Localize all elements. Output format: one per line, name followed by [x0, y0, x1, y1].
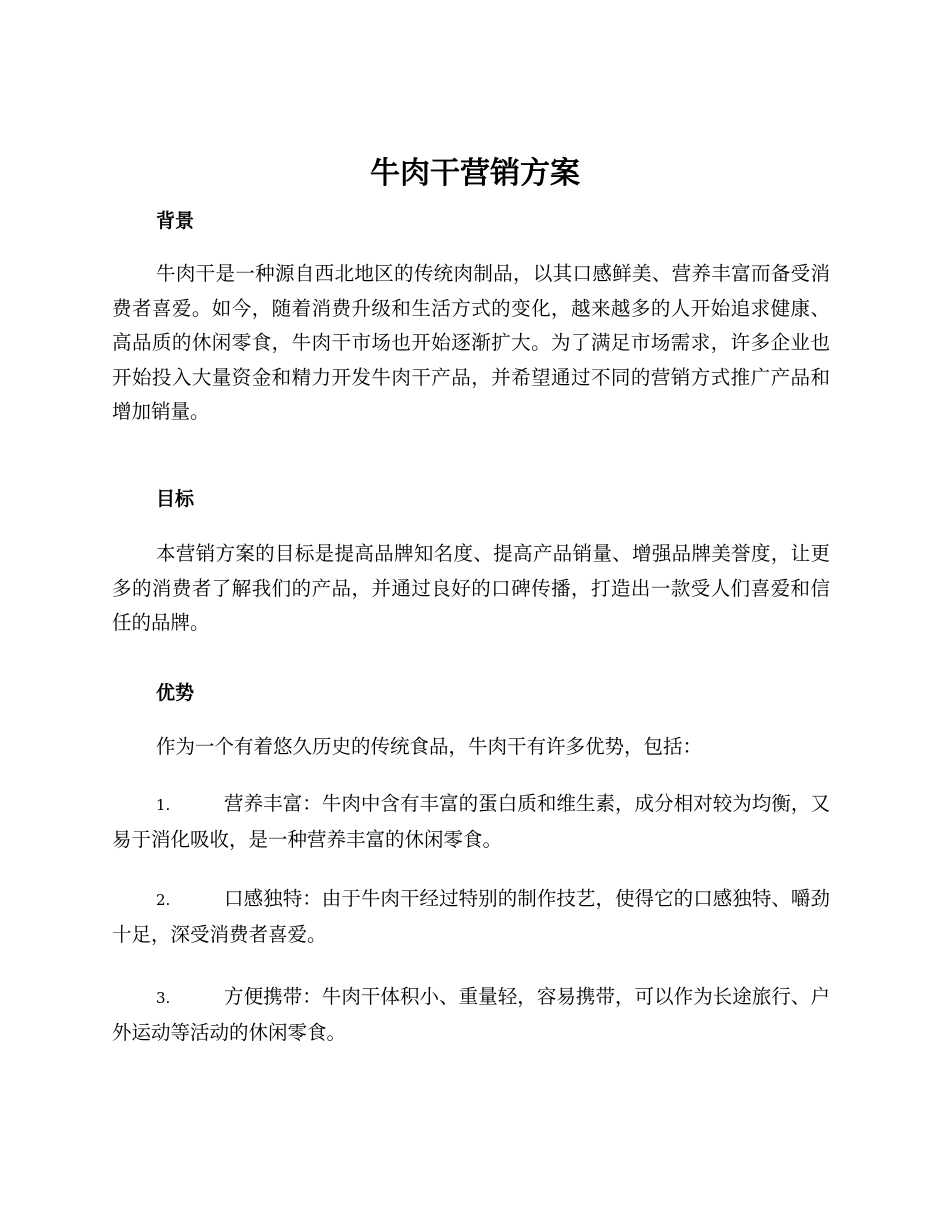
section-heading-advantages: 优势: [156, 682, 195, 704]
list-item-text: 方便携带：牛肉干体积小、重量轻，容易携带，可以作为长途旅行、户外运动等活动的休闲零食。: [112, 985, 830, 1044]
section-intro-advantages: 作为一个有着悠久历史的传统食品，牛肉干有许多优势，包括：: [156, 735, 703, 758]
list-item-text: 口感独特：由于牛肉干经过特别的制作技艺，使得它的口感独特、嚼劲十足，深受消费者喜爱。: [112, 887, 830, 946]
page-title: 牛肉干营销方案: [370, 156, 580, 191]
list-item-number: 3.: [156, 989, 171, 1007]
section-paragraph-goal: 本营销方案的目标是提高品牌知名度、提高产品销量、增强品牌美誉度，让更多的消费者了解我们的产品，并通过良好的口碑传播，打造出一款受人们喜爱和信任的品牌。: [112, 542, 830, 634]
list-item: [112, 882, 830, 952]
list-item-number: 1.: [156, 796, 171, 814]
section-heading-goal: 目标: [156, 488, 195, 510]
section-paragraph-background: 牛肉干是一种源自西北地区的传统肉制品，以其口感鲜美、营养丰富而备受消费者喜爱。如今，随着消费升级和生活方式的变化，越来越多的人开始追求健康、高品质的休闲零食，牛肉干市场也开始逐渐扩大。为了满足市场需求，许多企业也开始投入大量资金和精力开发牛肉干产品，并希望通过不同的营销方式推广产品和增加销量。: [112, 262, 830, 423]
list-item-text: 营养丰富：牛肉中含有丰富的蛋白质和维生素，成分相对较为均衡，又易于消化吸收，是一种营养丰富的休闲零食。: [112, 792, 830, 851]
list-item-number: 2.: [156, 891, 171, 909]
list-item: [112, 787, 830, 857]
section-heading-background: 背景: [156, 210, 195, 232]
list-item: [112, 980, 830, 1050]
